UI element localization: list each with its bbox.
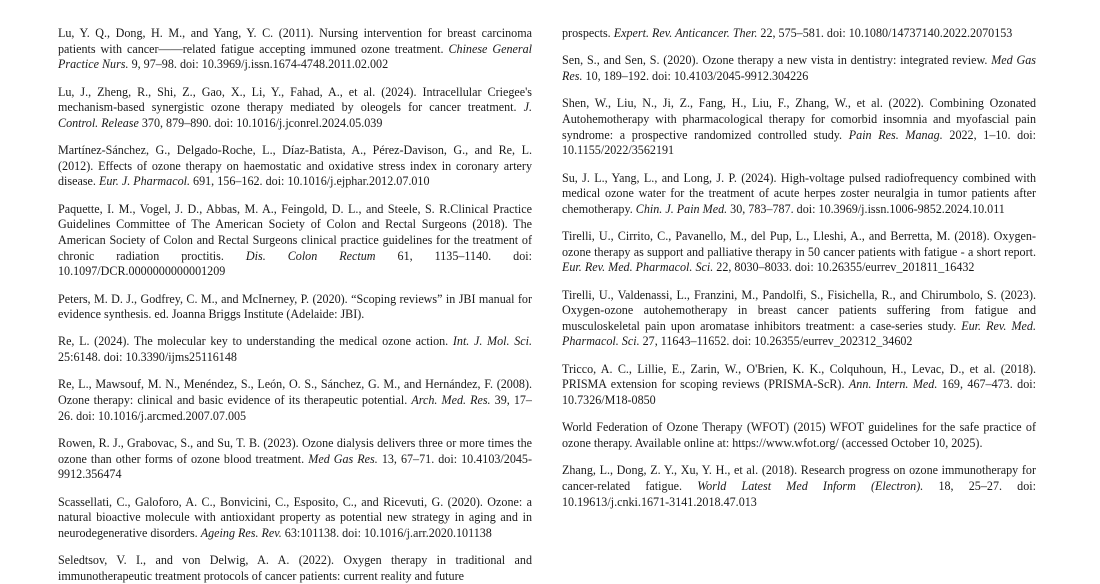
reference-entry: Peters, M. D. J., Godfrey, C. M., and McInerney, P. (2020). “Scoping reviews” in JBI manual for evidence synthesis. ed. Joanna Briggs Institute (Adelaide: JBI).	[58, 291, 532, 322]
reference-entry: Sen, S., and Sen, S. (2020). Ozone therapy a new vista in dentistry: integrated review. Med Gas Res. 10, 189–192. doi: 10.4103/2045-9912.304226	[562, 53, 1037, 83]
reference-entry: World Federation of Ozone Therapy (WFOT) (2015) WFOT guidelines for the safe practice of ozone therapy. Available online at: https://www.wfot.org/ (accessed October 10, 2025).	[562, 420, 1036, 451]
reference-entry: Scassellati, C., Galoforo, A. C., Bonvicini, C., Esposito, C., and Ricevuti, G. (2020). Ozone: a natural bioactive molecule with antioxidant property as potential new strategy in aging and in neurodegenerative disorders. Ageing Res. Rev. 63:101138. doi: 10.1016/j.arr.2020.101138	[58, 494, 532, 540]
reference-entry: Tirelli, U., Valdenassi, L., Franzini, M., Pandolfi, S., Fisichella, R., and Chirumbolo, S. (2023). Oxygen-ozone autohemotherapy in breast cancer patients suffering from fatigue and musculoskeletal pain upon aromatase inhibitors treatment: a case-series study. Eur. Rev. Med. Pharmacol. Sci. 27, 11643–11652. doi: 10.26355/eurrev_202312_34602	[562, 287, 1036, 349]
reference-entry: Rowen, R. J., Grabovac, S., and Su, T. B. (2023). Ozone dialysis delivers three or more times the ozone than other forms of ozone blood treatment. Med Gas Res. 13, 67–71. doi: 10.4103/2045-9912.356474	[58, 436, 532, 482]
reference-entry: Tricco, A. C., Lillie, E., Zarin, W., O'Brien, K. K., Colquhoun, H., Levac, D., et al. (2018). PRISMA extension for scoping reviews (PRISMA-ScR). Ann. Intern. Med. 169, 467–473. doi: 10.7326/M18-0850	[562, 361, 1036, 408]
reference-entry: Shen, W., Liu, N., Ji, Z., Fang, H., Liu, F., Zhang, W., et al. (2022). Combining Ozonated Autohemotherapy with pharmacological therapy for comorbid insomnia and myofascial pain syndrome: a prospective randomized controlled study. Pain Res. Manag. 2022, 1–10. doi: 10.1155/2022/3562191	[562, 96, 1036, 158]
reference-entry: prospects. Expert. Rev. Anticancer. Ther. 22, 575–581. doi: 10.1080/14737140.2022.2070153	[562, 26, 1013, 40]
reference-entry: Lu, Y. Q., Dong, H. M., and Yang, Y. C. (2011). Nursing intervention for breast carcinoma patients with cancer——related fatigue accepting immuned ozone treatment. Chinese General Practice Nurs. 9, 97–98. doi: 10.3969/j.issn.1674-4748.2011.02.002	[58, 26, 532, 72]
reference-entry: Paquette, I. M., Vogel, J. D., Abbas, M. A., Feingold, D. L., and Steele, S. R.Clinical Practice Guidelines Committee of The American Society of Colon and Rectal Surgeons (2018). The American Society of Colon and Rectal Surgeons clinical practice guidelines for the treatment of chronic radiation proctitis. Dis. Colon Rectum 61, 1135–1140. doi: 10.1097/DCR.0000000000001209	[58, 201, 532, 279]
reference-entry: Tirelli, U., Cirrito, C., Pavanello, M., del Pup, L., Lleshi, A., and Berretta, M. (2018). Oxygen-ozone therapy as support and palliative therapy in 50 cancer patients with fatigue - a short report. Eur. Rev. Med. Pharmacol. Sci. 22, 8030–8033. doi: 10.26355/eurrev_201811_16432	[562, 229, 1036, 275]
reference-entry: Martínez-Sánchez, G., Delgado-Roche, L., Díaz-Batista, A., Pérez-Davison, G., and Re, L. (2012). Effects of ozone therapy on haemostatic and oxidative stress index in coronary artery disease. Eur. J. Pharmacol. 691, 156–162. doi: 10.1016/j.ejphar.2012.07.010	[58, 143, 532, 189]
reference-entry: Su, J. L., Yang, L., and Long, J. P. (2024). High-voltage pulsed radiofrequency combined with medical ozone water for the treatment of acute herpes zoster neuralgia in tumor patients after chemotherapy. Chin. J. Pain Med. 30, 783–787. doi: 10.3969/j.issn.1006-9852.2024.10.011	[562, 170, 1036, 216]
reference-entry: Re, L., Mawsouf, M. N., Menéndez, S., León, O. S., Sánchez, G. M., and Hernández, F. (2008). Ozone therapy: clinical and basic evidence of its therapeutic potential. Arch. Med. Res. 39, 17–26. doi: 10.1016/j.arcmed.2007.07.005	[58, 377, 532, 423]
reference-entry: Seledtsov, V. I., and von Delwig, A. A. (2022). Oxygen therapy in traditional and immunotherapeutic treatment protocols of cancer patients: current reality and future	[58, 553, 532, 583]
reference-entry: Zhang, L., Dong, Z. Y., Xu, Y. H., et al. (2018). Research progress on ozone immunotherapy for cancer-related fatigue. World Latest Med Inform (Electron). 18, 25–27. doi: 10.19613/j.cnki.1671-3141.2018.47.013	[562, 463, 1036, 509]
reference-entry: Lu, J., Zheng, R., Shi, Z., Gao, X., Li, Y., Fahad, A., et al. (2024). Intracellular Criegee's mechanism-based synergistic ozone therapy mediated by oleogels for cancer treatment. J. Control. Release 370, 879–890. doi: 10.1016/j.jconrel.2024.05.039	[58, 84, 532, 130]
left-column	[58, 26, 532, 583]
right-column	[562, 26, 1036, 583]
reference-entry: Re, L. (2024). The molecular key to understanding the medical ozone action. Int. J. Mol. Sci. 25:6148. doi: 10.3390/ijms25116148	[58, 334, 533, 365]
